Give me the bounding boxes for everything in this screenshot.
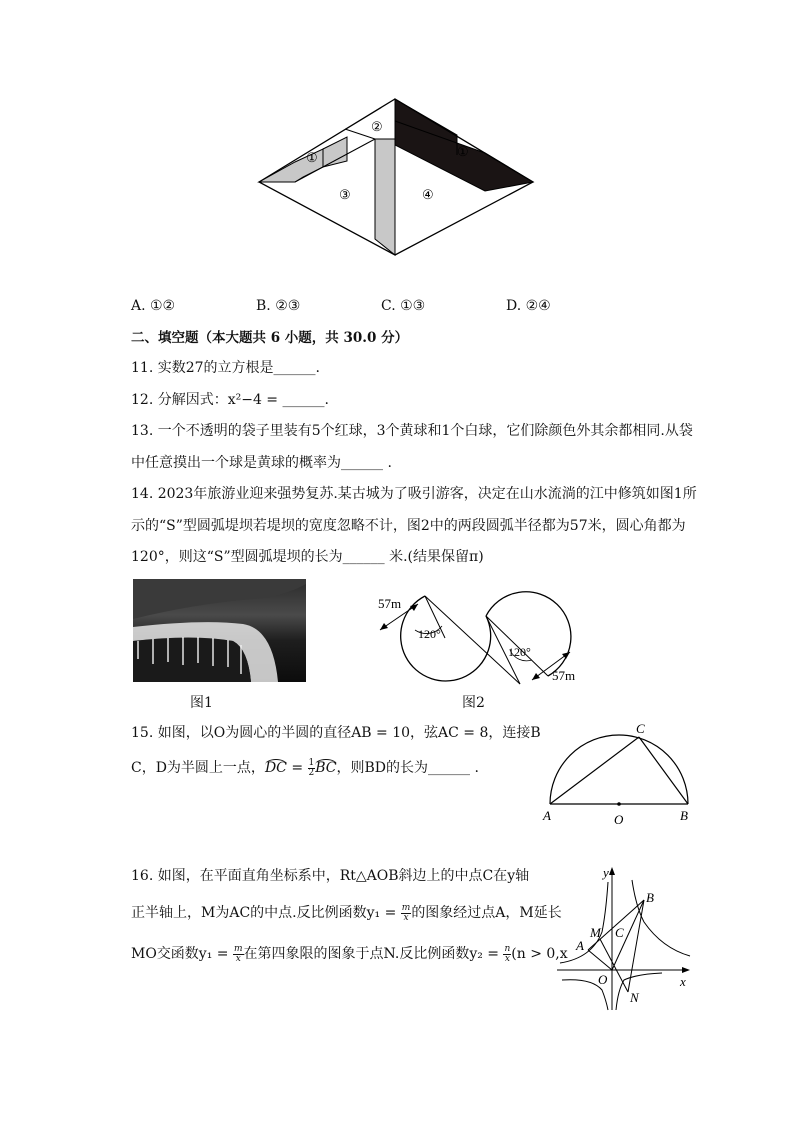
question-16-line1: 16. 如图，在平面直角坐标系中，Rt△AOB斜边上的中点C在y轴 [131, 868, 530, 884]
question-13-line1: 13. 一个不透明的袋子里装有5个红球，3个黄球和1个白球，它们除颜色外其余都相同.从袋 [131, 423, 693, 439]
label-3: ③ [339, 187, 351, 202]
question-15-line2 [131, 758, 479, 778]
arc-bc: BC [315, 760, 337, 776]
dissection-diagram [255, 95, 540, 260]
question-14-line2: 示的“S”型圆弧堤坝若堤坝的宽度忽略不计，图2中的两段圆弧半径都为57米，圆心角都为 [131, 518, 686, 534]
q16-text-3c: (n > 0,x [511, 946, 568, 962]
label-c: C [636, 722, 645, 736]
arc-right [486, 592, 571, 676]
option-b[interactable]: B. ②③ [256, 298, 301, 314]
label-o: O [598, 972, 608, 987]
label-a: A [543, 808, 551, 823]
label-1-right: ① [457, 144, 469, 159]
semicircle-diagram [540, 722, 700, 830]
fraction-one-half: $\frac{1}{2}$ [308, 757, 315, 778]
label-120-right: 120° [508, 645, 531, 659]
q15-text-b: ，则BD的长为______ . [336, 760, 479, 776]
question-14-line1: 14. 2023年旅游业迎来强势复苏.某古城为了吸引游客，决定在山水流淌的江中修筑如图1所 [131, 486, 697, 502]
hyperbola-y1-q4 [616, 973, 662, 1010]
label-a: A [576, 938, 584, 953]
label-c: C [615, 925, 624, 940]
fraction-m-over-x-2: $\frac{m}{x}$ [233, 943, 243, 964]
q15-text-a: C，D为半圆上一点， [131, 760, 265, 776]
option-d[interactable]: D. ②④ [506, 298, 551, 314]
option-a[interactable]: A. ①② [131, 298, 176, 314]
label-1-left: ① [306, 150, 318, 165]
option-c[interactable]: C. ①③ [381, 298, 426, 314]
section-heading: 二、填空题（本大题共 6 小题，共 30.0 分） [131, 330, 409, 346]
q16-text-3a: MO交函数y₁ = [131, 946, 233, 962]
question-16-line2 [131, 903, 562, 923]
hyperbola-y1-q2 [560, 882, 608, 963]
label-y: y [603, 865, 609, 880]
label-57m-right: 57m [552, 668, 576, 683]
label-120-left: 120° [418, 627, 441, 641]
label-b: B [680, 808, 688, 823]
q16-text-2a: 正半轴上，M为AC的中点.反比例函数y₁ = [131, 905, 401, 921]
label-n: N [630, 990, 639, 1005]
arc-dc: DC [264, 760, 287, 776]
s-curve-diagram [370, 586, 590, 696]
question-13-line2: 中任意摸出一个球是黄球的概率为______ . [131, 455, 392, 471]
q15-eq: = [286, 760, 308, 776]
q16-text-2b: 的图象经过点A，M延长 [411, 905, 562, 921]
label-b: B [646, 890, 654, 905]
question-15-line1: 15. 如图，以O为圆心的半圆的直径AB = 10，弦AC = 8，连接B [131, 725, 541, 741]
figure-2-caption: 图2 [462, 695, 485, 711]
q16-text-3b: 在第四象限的图象于点N.反比例函数y₂ = [243, 946, 504, 962]
fraction-m-over-x-1: $\frac{m}{x}$ [401, 902, 411, 923]
coordinate-diagram [552, 862, 700, 1014]
fraction-n-over-x: $\frac{n}{x}$ [504, 943, 511, 964]
question-14-line3: 120°，则这“S”型圆弧堤坝的长为______ 米.(结果保留π) [131, 549, 484, 565]
label-57m-left: 57m [378, 596, 402, 611]
label-2: ② [371, 119, 383, 134]
label-o: O [614, 812, 624, 827]
label-4: ④ [422, 187, 434, 202]
label-m: M [590, 925, 601, 940]
label-x: x [680, 974, 686, 989]
gray-strip-center [375, 139, 395, 255]
question-11: 11. 实数27的立方根是______. [131, 360, 320, 376]
question-16-line3 [131, 944, 568, 964]
dam-photo [133, 579, 306, 682]
question-12: 12. 分解因式：x²−4 = ______. [131, 392, 329, 408]
figure-1-caption: 图1 [190, 695, 213, 711]
semicircle [550, 735, 688, 804]
